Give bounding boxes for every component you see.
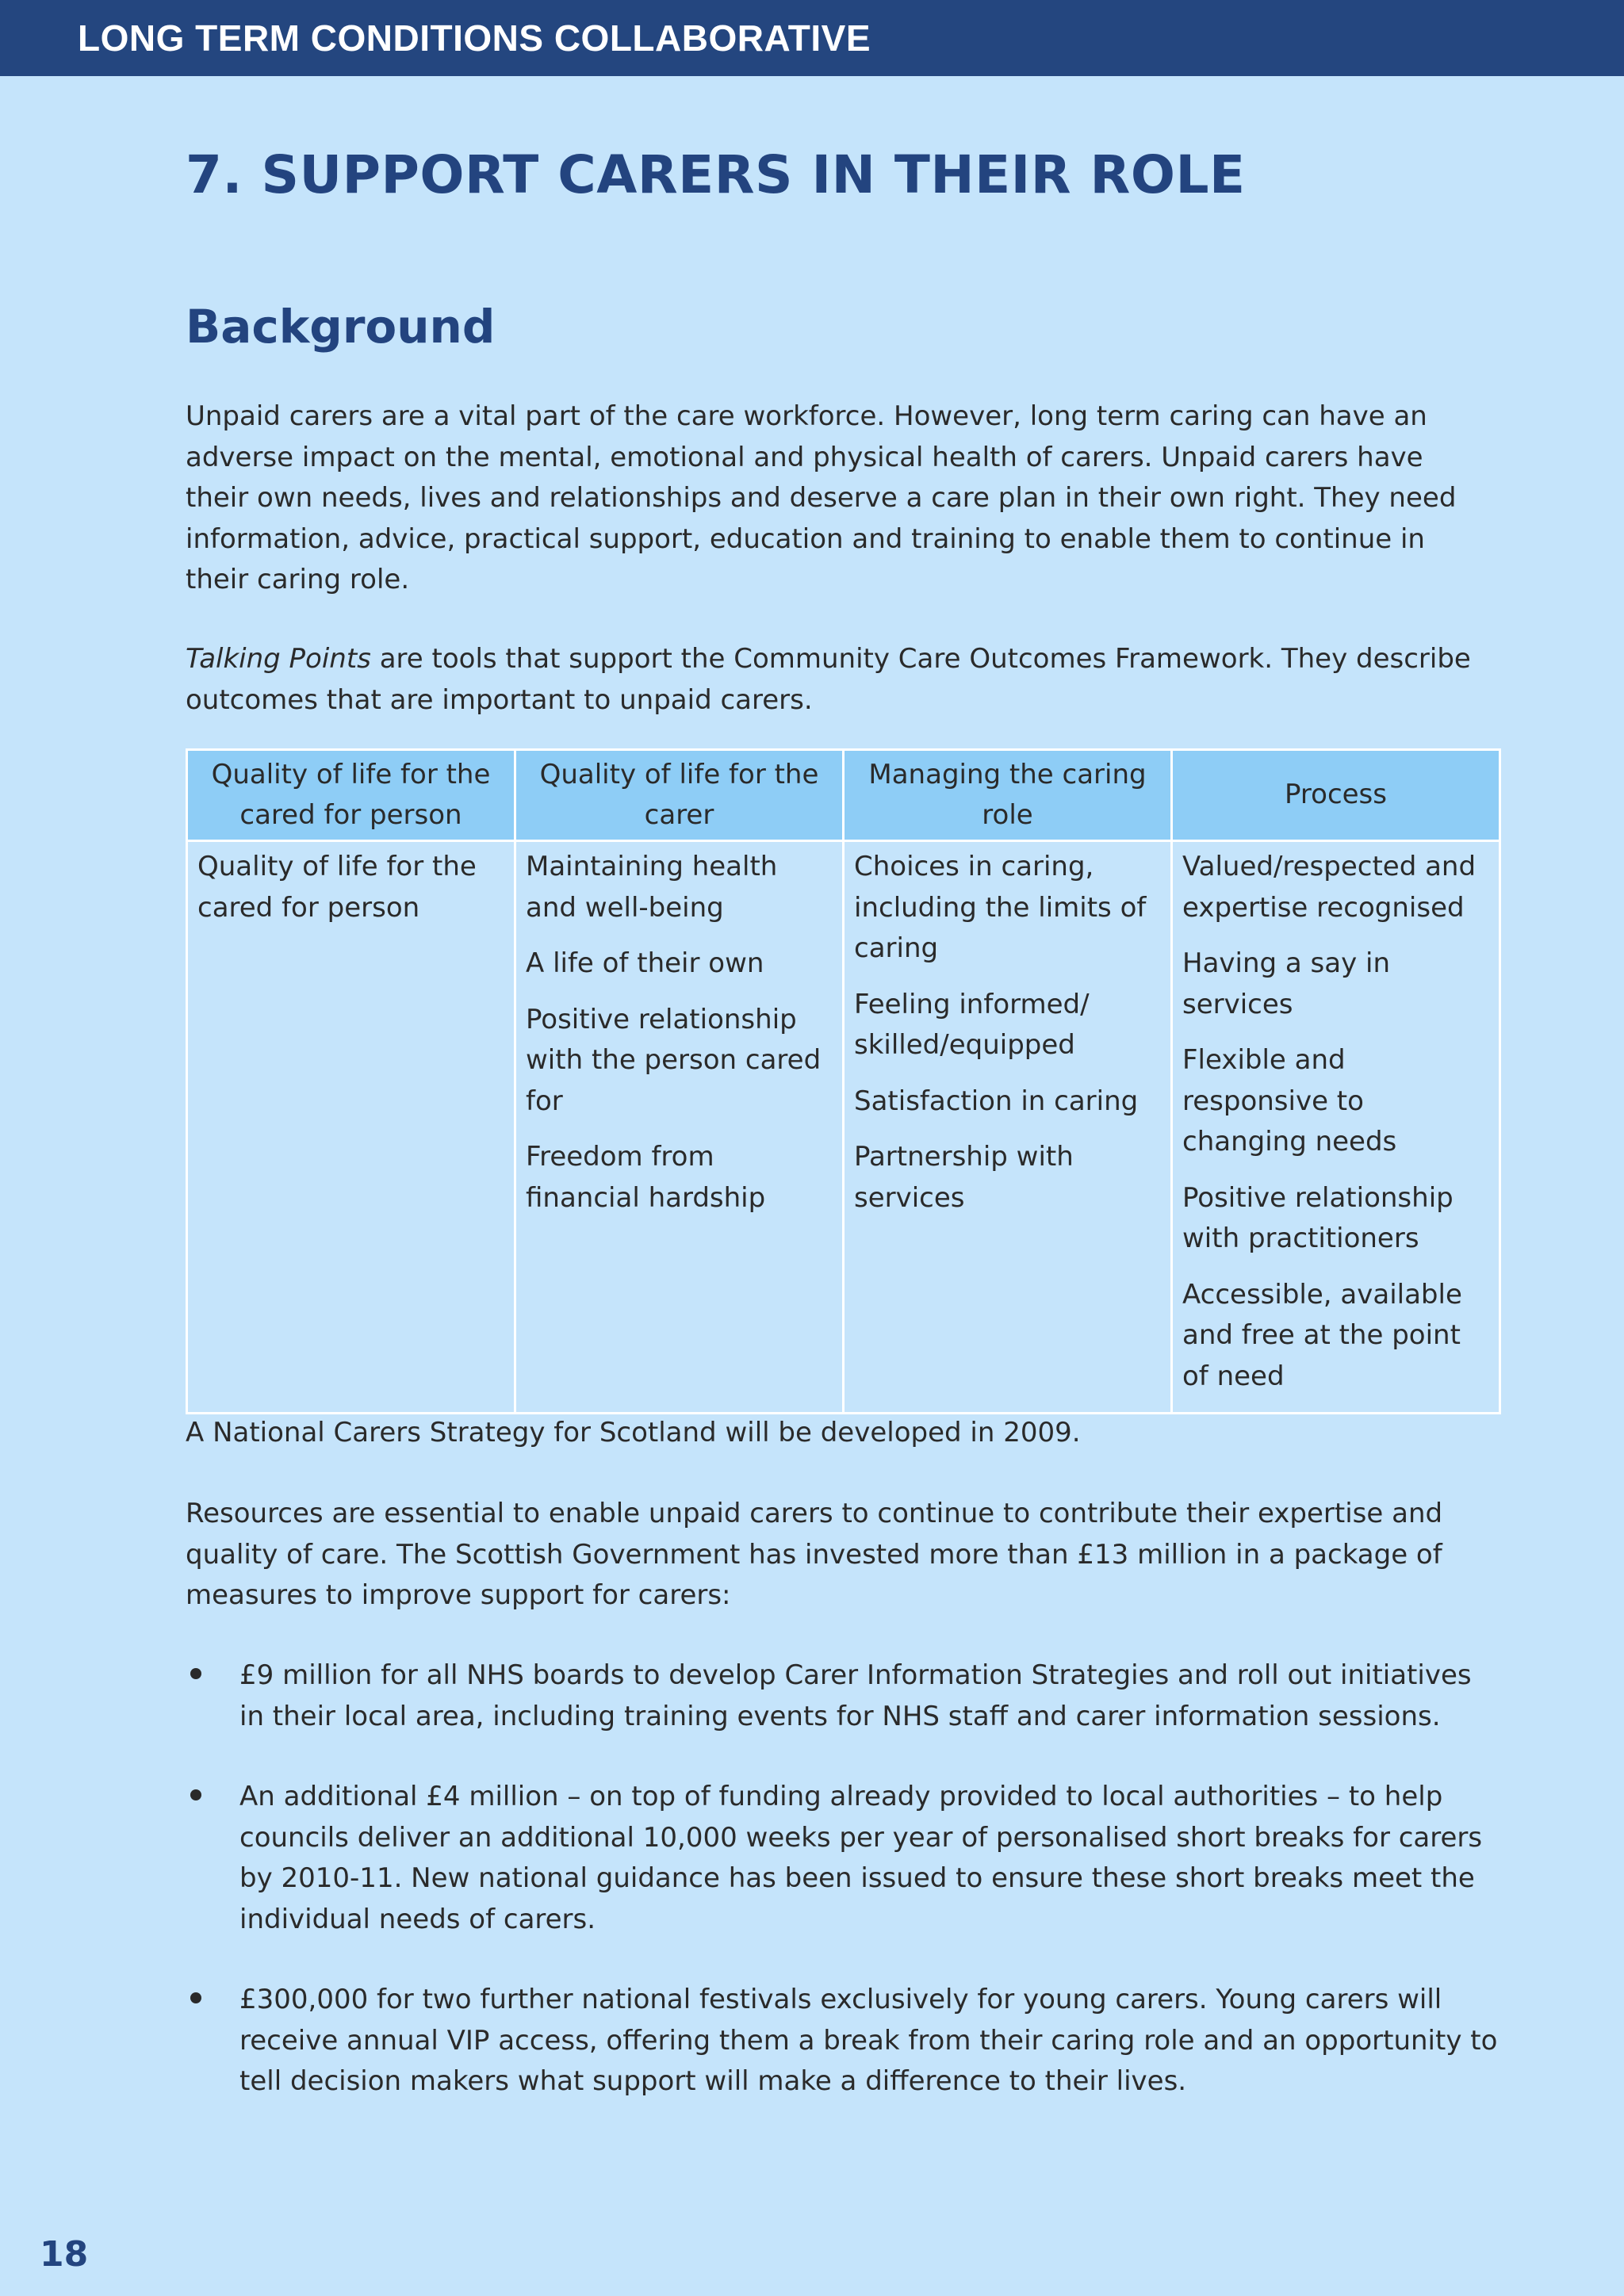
table-row	[187, 841, 1500, 1414]
bullet-dot-icon	[190, 1992, 201, 2003]
bullet-text: An additional £4 million – on top of funding already provided to local authorities – to help councils deliver an additional 10,000 weeks per year of personalised short breaks for carers by 2010-11. New national guidance has been issued to ensure these short breaks meet the individual needs of carers.	[239, 1781, 1483, 1935]
section-heading-background: Background	[186, 300, 496, 354]
outcomes-table	[186, 748, 1501, 1414]
list-item	[186, 1655, 1502, 1737]
outcome-item: Partnership with services	[854, 1141, 1074, 1214]
list-item	[186, 1980, 1502, 2103]
bullet-dot-icon	[190, 1668, 201, 1679]
talking-points-text: are tools that support the Community Care Outcomes Framework. They describe outcomes that are important to unpaid carers.	[186, 643, 1471, 716]
list-item	[186, 1777, 1502, 1940]
page-number: 18	[40, 2234, 89, 2275]
page-title: 7. SUPPORT CARERS IN THEIR ROLE	[186, 144, 1246, 205]
talking-points-term: Talking Points	[186, 643, 371, 675]
table-header-cell: Quality of life for the carer	[515, 750, 844, 841]
table-cell-process	[1172, 841, 1500, 1414]
outcome-item: Flexible and responsive to changing needs	[1182, 1044, 1397, 1158]
outcome-item: Accessible, available and free at the point of need	[1182, 1278, 1462, 1392]
bullet-text: £9 million for all NHS boards to develop Carer Information Strategies and roll out initiatives in their local area, including training events for NHS staff and carer information sessions.	[239, 1659, 1472, 1732]
header-title: LONG TERM CONDITIONS COLLABORATIVE	[78, 17, 871, 59]
outcome-item: Choices in caring, including the limits of caring	[854, 851, 1147, 964]
strategy-paragraph: A National Carers Strategy for Scotland will be developed in 2009.	[186, 1417, 1081, 1448]
table-cell-managing-role	[844, 841, 1172, 1414]
table-cell-carer	[515, 841, 844, 1414]
resources-paragraph: Resources are essential to enable unpaid carers to continue to contribute their expertise and quality of care. The Scottish Government has invested more than £13 million in a package of measures to improve support for carers:	[186, 1498, 1443, 1611]
outcome-item: Positive relationship with practitioners	[1182, 1181, 1454, 1254]
outcome-item: Valued/respected and expertise recognised	[1182, 851, 1477, 924]
intro-paragraph: Unpaid carers are a vital part of the care workforce. However, long term caring can have an adverse impact on the mental, emotional and physical health of carers. Unpaid carers have their own needs, lives and relationships and deserve a care plan in their own right. They need information, advice, practical support, education and training to enable them to continue in their caring role.	[186, 400, 1457, 595]
table-header-cell: Managing the caring role	[844, 750, 1172, 841]
table-header-cell: Quality of life for the cared for person	[187, 750, 515, 841]
outcome-item: Satisfaction in caring	[854, 1085, 1139, 1117]
table-cell-cared-for-person	[187, 841, 515, 1414]
talking-points-paragraph	[186, 639, 1486, 721]
outcome-item: Maintaining health and well-being	[526, 851, 778, 924]
outcome-item: Having a say in services	[1182, 947, 1391, 1020]
outcome-item: Feeling informed/ skilled/equipped	[854, 988, 1090, 1061]
outcome-item: Positive relationship with the person cared for	[526, 1003, 822, 1117]
outcome-item: Quality of life for the cared for person	[197, 851, 477, 924]
bullet-dot-icon	[190, 1789, 201, 1800]
outcome-item: Freedom from financial hardship	[526, 1141, 766, 1214]
bullet-text: £300,000 for two further national festivals exclusively for young carers. Young carers will receive annual VIP access, offering them a break from their caring role and an opportunity to tell decision makers what support will make a difference to their lives.	[239, 1984, 1498, 2097]
table-header-row	[187, 750, 1500, 841]
funding-bullet-list	[186, 1655, 1502, 2142]
outcome-item: A life of their own	[526, 947, 764, 979]
header-bar	[0, 0, 1624, 76]
table-header-cell: Process	[1172, 750, 1500, 841]
